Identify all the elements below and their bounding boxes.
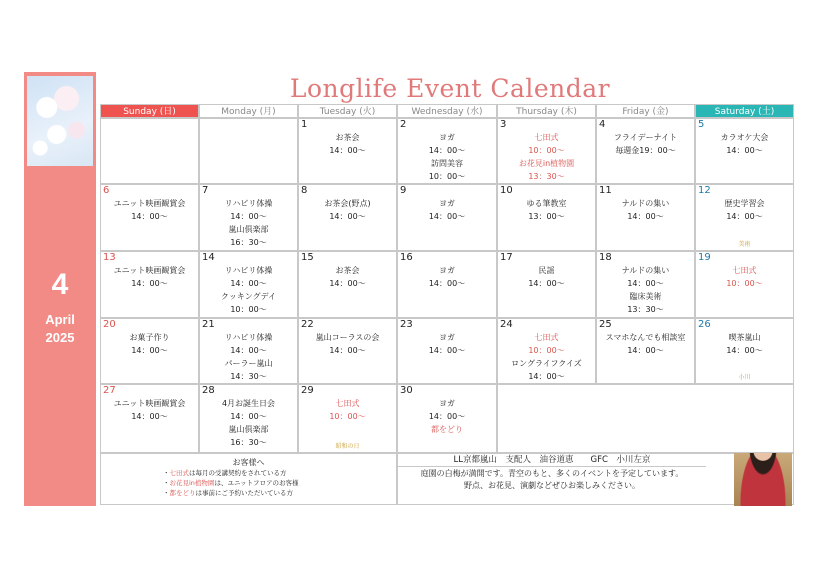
day-cell-2 bbox=[397, 118, 497, 184]
day-number: 27 bbox=[103, 385, 116, 396]
day-cell-1 bbox=[298, 118, 397, 184]
event-line: 14：00〜 bbox=[627, 212, 664, 221]
day-number: 25 bbox=[599, 319, 612, 330]
event-line: 10：00〜 bbox=[230, 305, 267, 314]
event-line: 都をどり bbox=[431, 425, 463, 434]
day-cell-5 bbox=[695, 118, 794, 184]
event-line: お茶会 bbox=[335, 133, 360, 142]
legend-title: お客様へ bbox=[232, 458, 265, 467]
event-line: リハビリ体操 bbox=[224, 266, 273, 275]
day-number: 10 bbox=[500, 185, 513, 196]
event-line: 14：00〜 bbox=[726, 212, 763, 221]
event-line: 14：00〜 bbox=[230, 346, 267, 355]
event-line: 14：00〜 bbox=[428, 146, 466, 155]
legend-key: お花見in植物園 bbox=[169, 479, 215, 487]
event-list bbox=[597, 131, 694, 157]
event-list bbox=[299, 331, 396, 357]
event-line: ナルドの集い bbox=[621, 199, 670, 208]
day-number: 20 bbox=[103, 319, 116, 330]
day-note: 小川 bbox=[738, 374, 751, 381]
event-list bbox=[696, 131, 793, 157]
day-number: 5 bbox=[698, 119, 705, 130]
day-number: 30 bbox=[400, 385, 413, 396]
sidebar-month: April bbox=[45, 312, 75, 327]
event-line: ナルドの集い bbox=[621, 266, 670, 275]
day-number: 13 bbox=[103, 252, 116, 263]
page-title: Longlife Event Calendar bbox=[289, 74, 611, 103]
event-line: 14：00〜 bbox=[428, 279, 466, 288]
sidebar-year: 2025 bbox=[45, 330, 75, 345]
event-line: 14：00〜 bbox=[428, 412, 466, 421]
event-line: ロングライフクイズ bbox=[511, 359, 582, 368]
event-line: 10：00〜 bbox=[428, 172, 466, 181]
event-list bbox=[101, 197, 198, 223]
event-list bbox=[299, 131, 396, 157]
day-number: 2 bbox=[400, 119, 407, 130]
event-line: 13：30〜 bbox=[627, 305, 664, 314]
event-line: 16：30〜 bbox=[230, 238, 267, 247]
event-list bbox=[101, 331, 198, 357]
day-number: 23 bbox=[400, 319, 413, 330]
day-cell-9 bbox=[397, 184, 497, 251]
day-cell-22 bbox=[298, 318, 397, 384]
day-cell-27 bbox=[100, 384, 199, 453]
event-line: リハビリ体操 bbox=[224, 199, 273, 208]
event-line: 13：30〜 bbox=[528, 172, 565, 181]
empty-cell bbox=[199, 118, 298, 184]
day-number: 28 bbox=[202, 385, 215, 396]
event-line: 七田式 bbox=[732, 266, 757, 275]
event-line: ヨガ bbox=[439, 399, 455, 408]
legend-text: は、ユニットフロアのお客様 bbox=[214, 479, 299, 487]
event-list bbox=[398, 197, 496, 223]
event-line: 14：00〜 bbox=[329, 279, 366, 288]
event-line: パーラー嵐山 bbox=[224, 359, 273, 368]
event-line: 14：00〜 bbox=[230, 212, 267, 221]
day-cell-10 bbox=[497, 184, 596, 251]
weekday-header-thu: Thursday (木) bbox=[497, 104, 596, 118]
event-line: 七田式 bbox=[534, 333, 559, 342]
event-line: ユニット映画観賞会 bbox=[113, 399, 186, 408]
event-line: 14：00〜 bbox=[528, 279, 565, 288]
event-line: 嵐山倶楽部 bbox=[228, 425, 269, 434]
event-line: お花見in植物園 bbox=[518, 159, 575, 168]
event-list bbox=[299, 264, 396, 290]
event-list bbox=[200, 264, 297, 316]
event-line: ユニット映画観賞会 bbox=[113, 199, 186, 208]
event-line: 14：00〜 bbox=[726, 146, 763, 155]
event-line: ヨガ bbox=[439, 133, 455, 142]
day-cell-15 bbox=[298, 251, 397, 318]
day-cell-30 bbox=[397, 384, 497, 453]
event-list bbox=[101, 397, 198, 423]
event-line: 14：00〜 bbox=[627, 279, 664, 288]
event-line: カラオケ大会 bbox=[720, 133, 769, 142]
event-list bbox=[597, 264, 694, 316]
day-number: 6 bbox=[103, 185, 110, 196]
day-number: 15 bbox=[301, 252, 314, 263]
event-line: ゆる筆教室 bbox=[526, 199, 567, 208]
empty-cell bbox=[497, 384, 794, 453]
day-number: 16 bbox=[400, 252, 413, 263]
event-line: 七田式 bbox=[335, 399, 360, 408]
event-list bbox=[299, 397, 396, 423]
event-line: 14：00〜 bbox=[131, 279, 168, 288]
day-number: 21 bbox=[202, 319, 215, 330]
legend-line: ・お花見in植物園は、ユニットフロアのお客様 bbox=[163, 479, 299, 487]
sidebar bbox=[24, 72, 96, 506]
day-cell-29 bbox=[298, 384, 397, 453]
event-list bbox=[498, 131, 595, 183]
event-list bbox=[696, 197, 793, 223]
event-list bbox=[696, 331, 793, 357]
event-list bbox=[200, 197, 297, 249]
day-cell-18 bbox=[596, 251, 695, 318]
event-line: フライデーナイト bbox=[613, 133, 678, 142]
event-line: 14：00〜 bbox=[528, 372, 565, 381]
legend-text: は事前にご予約いただいている方 bbox=[195, 489, 293, 497]
message-line: 庭園の白梅が満開です。青空のもと、多くのイベントを予定しています。 bbox=[420, 469, 684, 478]
day-cell-19 bbox=[695, 251, 794, 318]
event-line: 嵐山倶楽部 bbox=[228, 225, 269, 234]
legend-line: ・都をどりは事前にご予約いただいている方 bbox=[163, 489, 293, 497]
day-cell-16 bbox=[397, 251, 497, 318]
event-line: 臨床美術 bbox=[629, 292, 662, 301]
day-number: 8 bbox=[301, 185, 308, 196]
day-note: 美術 bbox=[738, 241, 751, 248]
event-line: ヨガ bbox=[439, 199, 455, 208]
event-line: 13：00〜 bbox=[528, 212, 565, 221]
day-number: 1 bbox=[301, 119, 308, 130]
day-number: 14 bbox=[202, 252, 215, 263]
event-list bbox=[498, 264, 595, 290]
day-number: 7 bbox=[202, 185, 209, 196]
sidebar-day: 4 bbox=[51, 268, 69, 301]
day-cell-4 bbox=[596, 118, 695, 184]
day-cell-23 bbox=[397, 318, 497, 384]
staff-line: LL京都嵐山 支配人 油谷道恵 GFC 小川左京 bbox=[398, 454, 706, 467]
event-line: お菓子作り bbox=[129, 333, 170, 342]
event-line: 民謡 bbox=[538, 266, 555, 275]
event-line: 10：00〜 bbox=[726, 279, 763, 288]
event-line: 14：00〜 bbox=[131, 346, 168, 355]
event-list bbox=[200, 331, 297, 383]
legend-box bbox=[100, 453, 397, 505]
message-box bbox=[397, 453, 794, 505]
event-line: 14：00〜 bbox=[726, 346, 763, 355]
legend-key: 七田式 bbox=[169, 469, 189, 477]
legend-line: ・七田式は毎月の受講契約をされている方 bbox=[163, 469, 287, 477]
event-line: 16：30〜 bbox=[230, 438, 267, 447]
event-line: クッキングデイ bbox=[220, 292, 277, 301]
day-number: 18 bbox=[599, 252, 612, 263]
event-line: 10：00〜 bbox=[528, 146, 565, 155]
day-cell-13 bbox=[100, 251, 199, 318]
weekday-header-sun: Sunday (日) bbox=[100, 104, 199, 118]
event-line: ヨガ bbox=[439, 266, 455, 275]
event-list bbox=[398, 264, 496, 290]
event-line: 14：30〜 bbox=[230, 372, 267, 381]
event-line: 10：00〜 bbox=[528, 346, 565, 355]
event-line: 毎週金19：00〜 bbox=[615, 146, 676, 155]
day-number: 22 bbox=[301, 319, 314, 330]
event-line: 14：00〜 bbox=[131, 412, 168, 421]
event-list bbox=[498, 197, 595, 223]
event-line: 訪問美容 bbox=[431, 159, 463, 168]
event-line: 14：00〜 bbox=[627, 346, 664, 355]
day-number: 11 bbox=[599, 185, 612, 196]
weekday-header-tue: Tuesday (火) bbox=[298, 104, 397, 118]
event-line: 14：00〜 bbox=[131, 212, 168, 221]
cherry-blossom-photo bbox=[27, 76, 93, 166]
event-list bbox=[299, 197, 396, 223]
day-cell-12 bbox=[695, 184, 794, 251]
legend-key: 都をどり bbox=[169, 489, 196, 497]
event-line: 10：00〜 bbox=[329, 412, 366, 421]
day-number: 29 bbox=[301, 385, 314, 396]
event-list bbox=[200, 397, 297, 449]
event-line: ユニット映画観賞会 bbox=[113, 266, 186, 275]
event-list bbox=[398, 131, 496, 183]
day-cell-7 bbox=[199, 184, 298, 251]
weekday-header-wed: Wednesday (水) bbox=[397, 104, 497, 118]
day-number: 24 bbox=[500, 319, 513, 330]
event-line: 14：00〜 bbox=[329, 212, 366, 221]
weekday-header-sat: Saturday (土) bbox=[695, 104, 794, 118]
message-line: 野点、お花見、演劇などぜひお楽しみください。 bbox=[464, 481, 640, 490]
day-number: 9 bbox=[400, 185, 407, 196]
event-line: 4月お誕生日会 bbox=[221, 399, 276, 408]
message-text bbox=[398, 468, 706, 492]
day-number: 19 bbox=[698, 252, 711, 263]
day-cell-11 bbox=[596, 184, 695, 251]
event-line: お茶会(野点) bbox=[324, 199, 371, 208]
event-line: 14：00〜 bbox=[428, 212, 466, 221]
day-number: 17 bbox=[500, 252, 513, 263]
day-cell-3 bbox=[497, 118, 596, 184]
day-cell-21 bbox=[199, 318, 298, 384]
day-cell-24 bbox=[497, 318, 596, 384]
event-list bbox=[398, 397, 496, 436]
event-list bbox=[597, 197, 694, 223]
day-number: 4 bbox=[599, 119, 606, 130]
day-cell-20 bbox=[100, 318, 199, 384]
weekday-header-mon: Monday (月) bbox=[199, 104, 298, 118]
weekday-header-fri: Friday (金) bbox=[596, 104, 695, 118]
event-line: お茶会 bbox=[335, 266, 360, 275]
day-cell-6 bbox=[100, 184, 199, 251]
day-number: 12 bbox=[698, 185, 711, 196]
event-list bbox=[398, 331, 496, 357]
event-line: 歴史学習会 bbox=[724, 199, 765, 208]
event-list bbox=[597, 331, 694, 357]
event-line: 14：00〜 bbox=[329, 346, 366, 355]
legend-text: は毎月の受講契約をされている方 bbox=[189, 469, 287, 477]
day-number: 26 bbox=[698, 319, 711, 330]
event-line: 喫茶嵐山 bbox=[728, 333, 761, 342]
event-line: 嵐山コーラスの会 bbox=[315, 333, 380, 342]
event-line: リハビリ体操 bbox=[224, 333, 273, 342]
event-line: スマホなんでも相談室 bbox=[605, 333, 686, 342]
day-note: 昭和の日 bbox=[335, 443, 360, 450]
day-cell-26 bbox=[695, 318, 794, 384]
event-list bbox=[696, 264, 793, 290]
empty-cell bbox=[100, 118, 199, 184]
event-line: 14：00〜 bbox=[230, 279, 267, 288]
event-list bbox=[498, 331, 595, 383]
day-cell-25 bbox=[596, 318, 695, 384]
event-line: 14：00〜 bbox=[329, 146, 366, 155]
day-number: 3 bbox=[500, 119, 507, 130]
event-line: 14：00〜 bbox=[230, 412, 267, 421]
day-cell-14 bbox=[199, 251, 298, 318]
day-cell-17 bbox=[497, 251, 596, 318]
event-line: 14：00〜 bbox=[428, 346, 466, 355]
event-line: 七田式 bbox=[534, 133, 559, 142]
event-list bbox=[101, 264, 198, 290]
day-cell-28 bbox=[199, 384, 298, 453]
event-line: ヨガ bbox=[439, 333, 455, 342]
day-cell-8 bbox=[298, 184, 397, 251]
